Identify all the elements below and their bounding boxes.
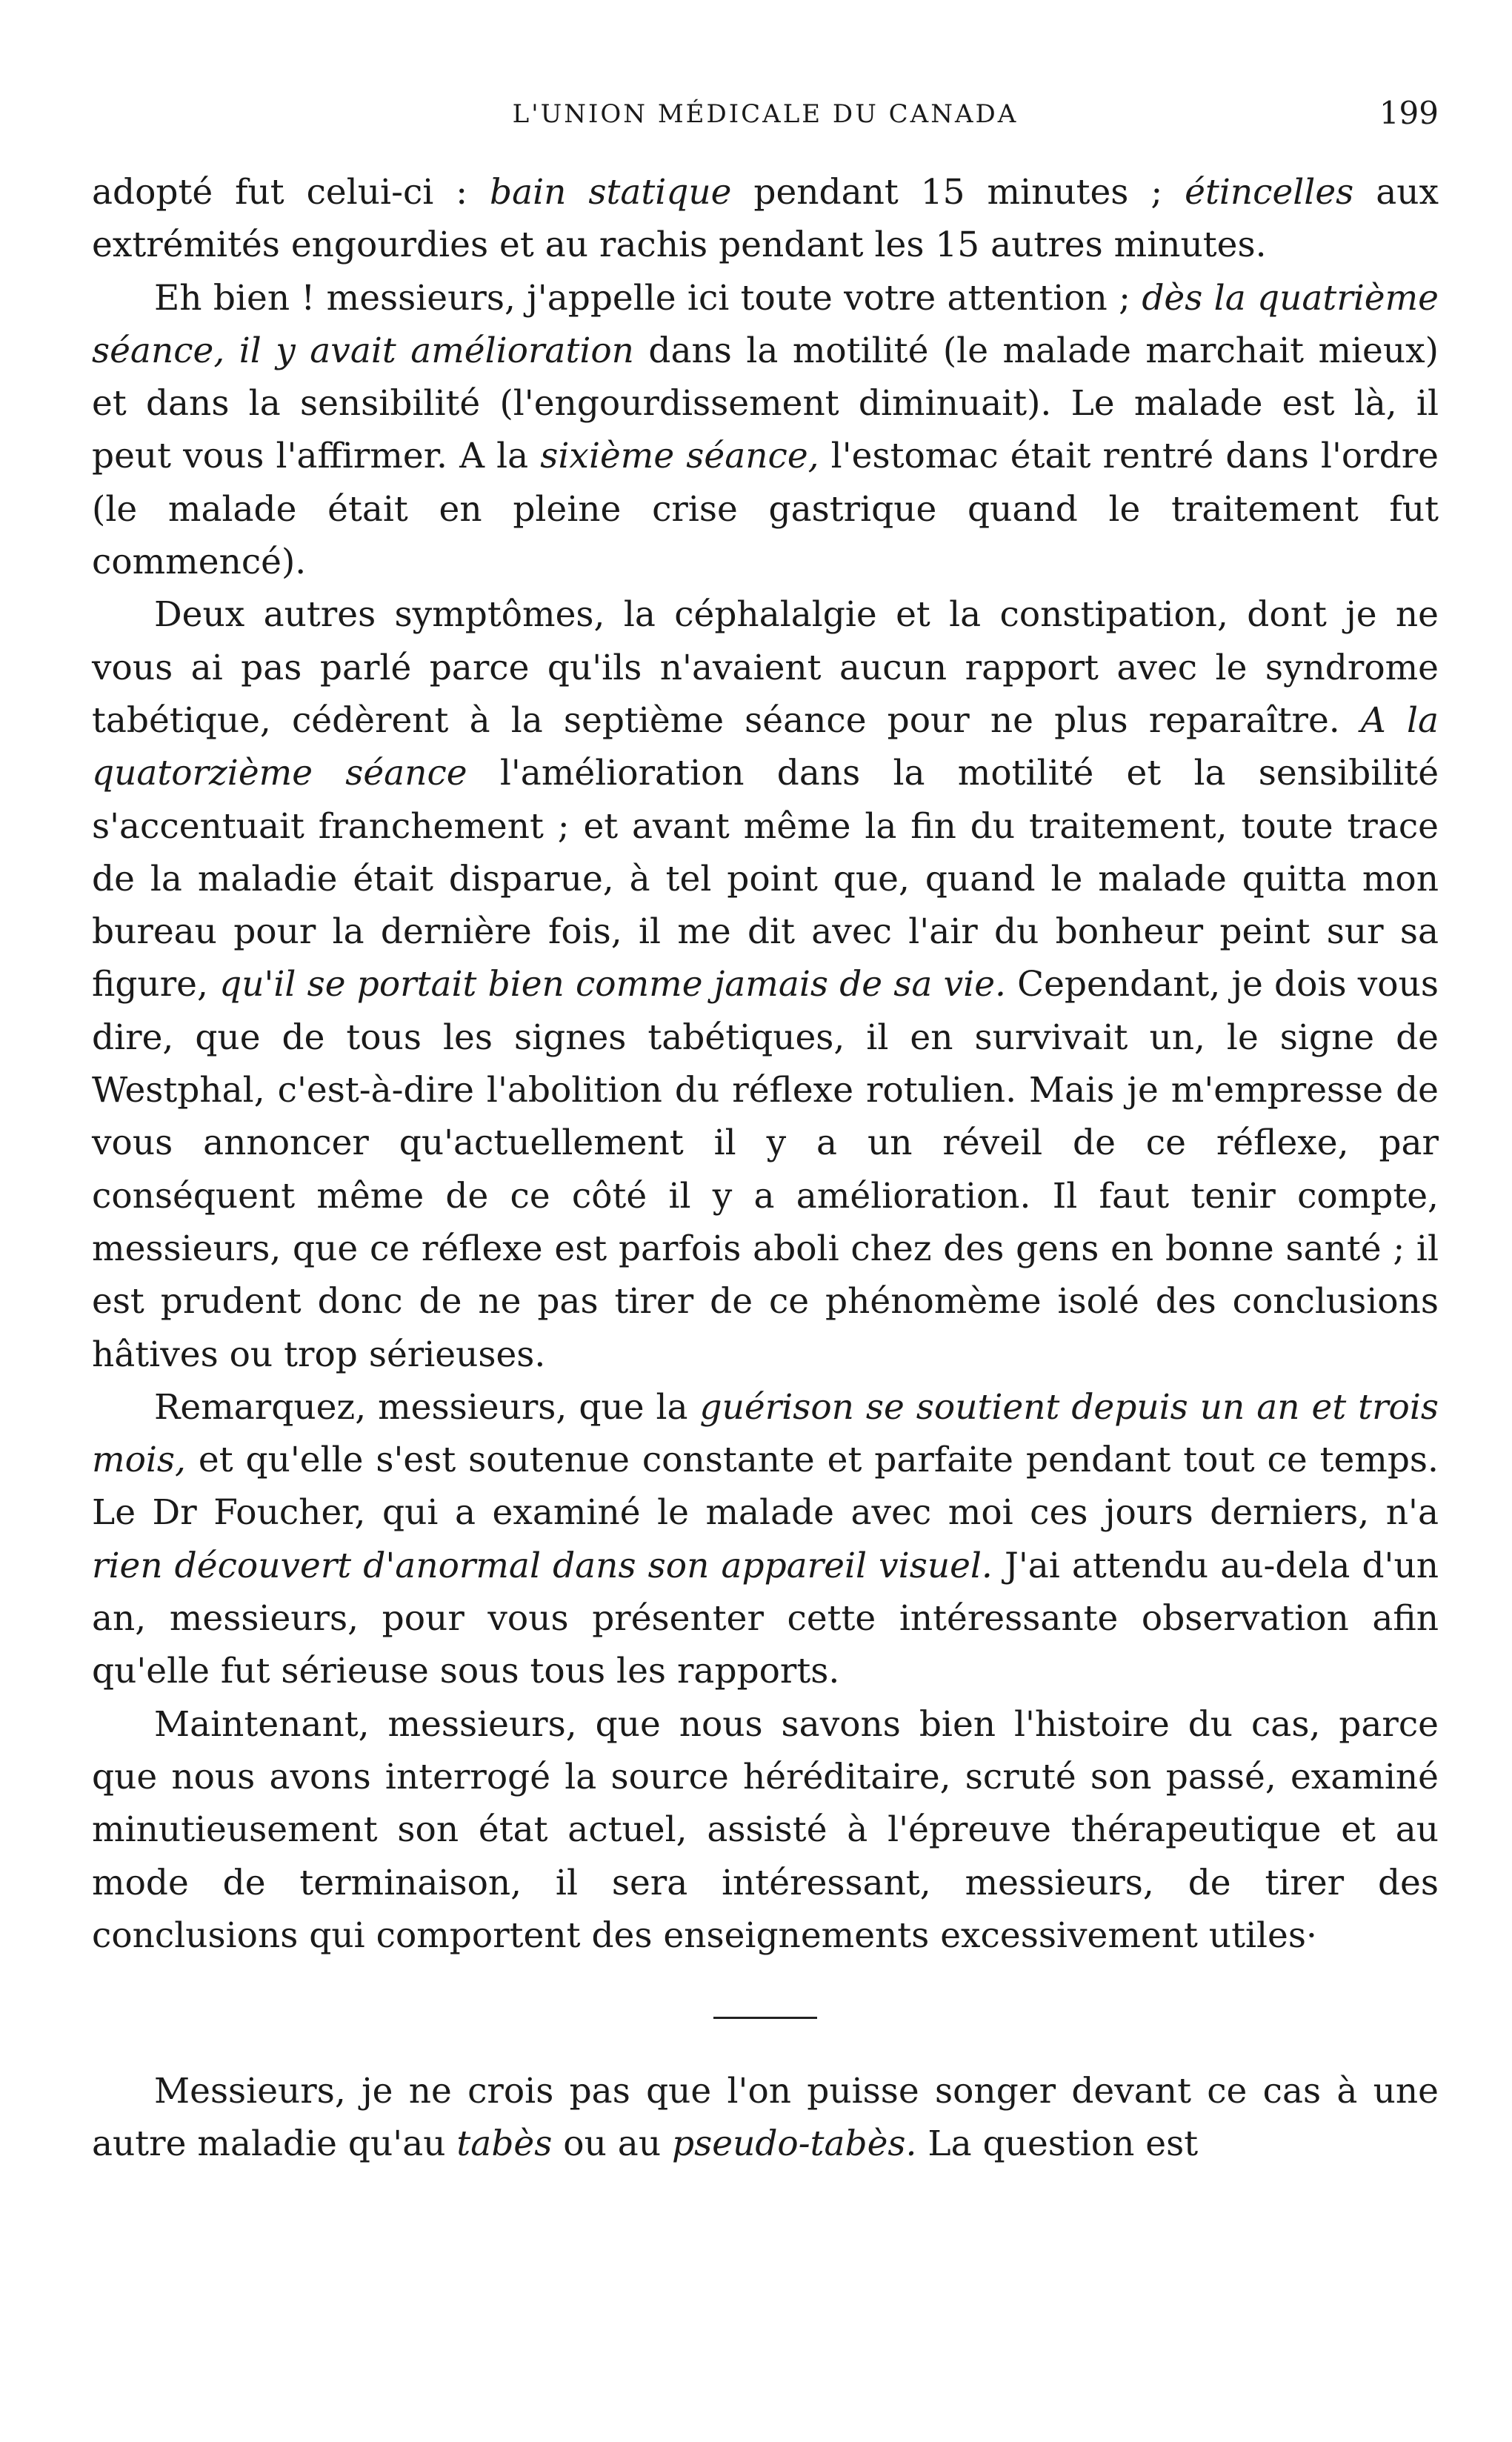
text-run: l'amélioration dans la motilité et la sensibilité s'accentuait franchement ; et avant même la fin du traitement, toute trace de la maladie était disparue, à tel point que, quand le malade quitta mon bureau pour la dernière fois, il me dit avec l'air du bonheur peint sur sa figure, [92, 753, 1439, 1005]
paragraph [92, 588, 1439, 1380]
text-run: et qu'elle s'est soutenue constante et parfaite pendant tout ce temps. Le Dr Foucher, qui a examiné le malade avec moi ces jours derniers, n'a [92, 1440, 1439, 1534]
text-run: Remarquez, messieurs, que la [154, 1386, 700, 1428]
italic-text: bain statique [490, 172, 732, 213]
section-divider [713, 2017, 817, 2019]
italic-text: qu'il se portait bien comme jamais de sa vie. [219, 964, 1006, 1005]
text-run: pendant 15 minutes ; [731, 172, 1185, 213]
text-run: J'ai attendu au-dela d'un an, messieurs, pour vous présenter cette intéressante observation afin qu'elle fut sérieuse sous tous les rapports. [92, 1545, 1439, 1692]
running-title: L'UNION MÉDICALE DU CANADA [512, 99, 1019, 129]
text-run: Deux autres symptômes, la céphalalgie et la constipation, dont je ne vous ai pas parlé parce qu'ils n'avaient aucun rapport avec le syndrome tabétique, cédèrent à la septième séance pour ne plus reparaître. [92, 594, 1439, 741]
paragraph [92, 272, 1439, 589]
text-run: adopté fut celui-ci : [92, 172, 490, 213]
page-number: 199 [1379, 95, 1439, 131]
continuation-text [92, 2065, 1439, 2171]
italic-text: tabès [456, 2123, 553, 2165]
text-run: La question est [916, 2123, 1199, 2165]
italic-text: dès la quatrième séance, il y avait amélioration [92, 277, 1439, 371]
italic-text: pseudo-tabès. [672, 2123, 917, 2165]
paragraph [92, 1698, 1439, 1962]
running-header [92, 93, 1439, 138]
text-run: ou au [552, 2123, 673, 2165]
text-run: Maintenant, messieurs, que nous savons bien l'histoire du cas, parce que nous avons interrogé la source héréditaire, scruté son passé, examiné minutieusement son état actuel, assisté à l'épreuve thérapeutique et au mode de terminaison, il sera intéressant, messieurs, de tirer des conclusions qui comportent des enseignements excessivement utiles· [92, 1703, 1439, 1956]
text-run: Eh bien ! messieurs, j'appelle ici toute votre attention ; [154, 277, 1142, 319]
text-run: Messieurs, je ne crois pas que l'on puisse songer devant ce cas à une autre maladie qu'au [92, 2071, 1439, 2165]
page [92, 93, 1439, 2171]
text-run: dans la motilité (le malade marchait mieux) et dans la sensibilité (l'engourdissement diminuait). Le malade est là, il peut vous l'affirmer. A la [92, 330, 1439, 477]
italic-text: rien découvert d'anormal dans son appareil visuel. [92, 1545, 993, 1586]
paragraph [92, 2065, 1439, 2171]
text-run: Cependant, je dois vous dire, que de tous les signes tabétiques, il en survivait un, le signe de Westphal, c'est-à-dire l'abolition du réflexe rotulien. Mais je m'empresse de vous annoncer qu'actuellement il y a un réveil de ce réflexe, par conséquent même de ce côté il y a amélioration. Il faut tenir compte, messieurs, que ce réflexe est parfois aboli chez des gens en bonne santé ; il est prudent donc de ne pas tirer de ce phénomème isolé des conclusions hâtives ou trop sérieuses. [92, 964, 1439, 1375]
main-text [92, 166, 1439, 1962]
italic-text: A la quatorzième séance [92, 699, 1439, 794]
italic-text: guérison se soutient depuis un an et trois mois, [92, 1386, 1439, 1481]
paragraph [92, 1381, 1439, 1698]
text-run: l'estomac était rentré dans l'ordre (le malade était en pleine crise gastrique quand le traitement fut commencé). [92, 436, 1439, 583]
italic-text: sixième séance, [540, 436, 819, 477]
italic-text: étincelles [1185, 172, 1354, 213]
paragraph [92, 166, 1439, 272]
text-run: aux extrémités engourdies et au rachis pendant les 15 autres minutes. [92, 172, 1439, 266]
